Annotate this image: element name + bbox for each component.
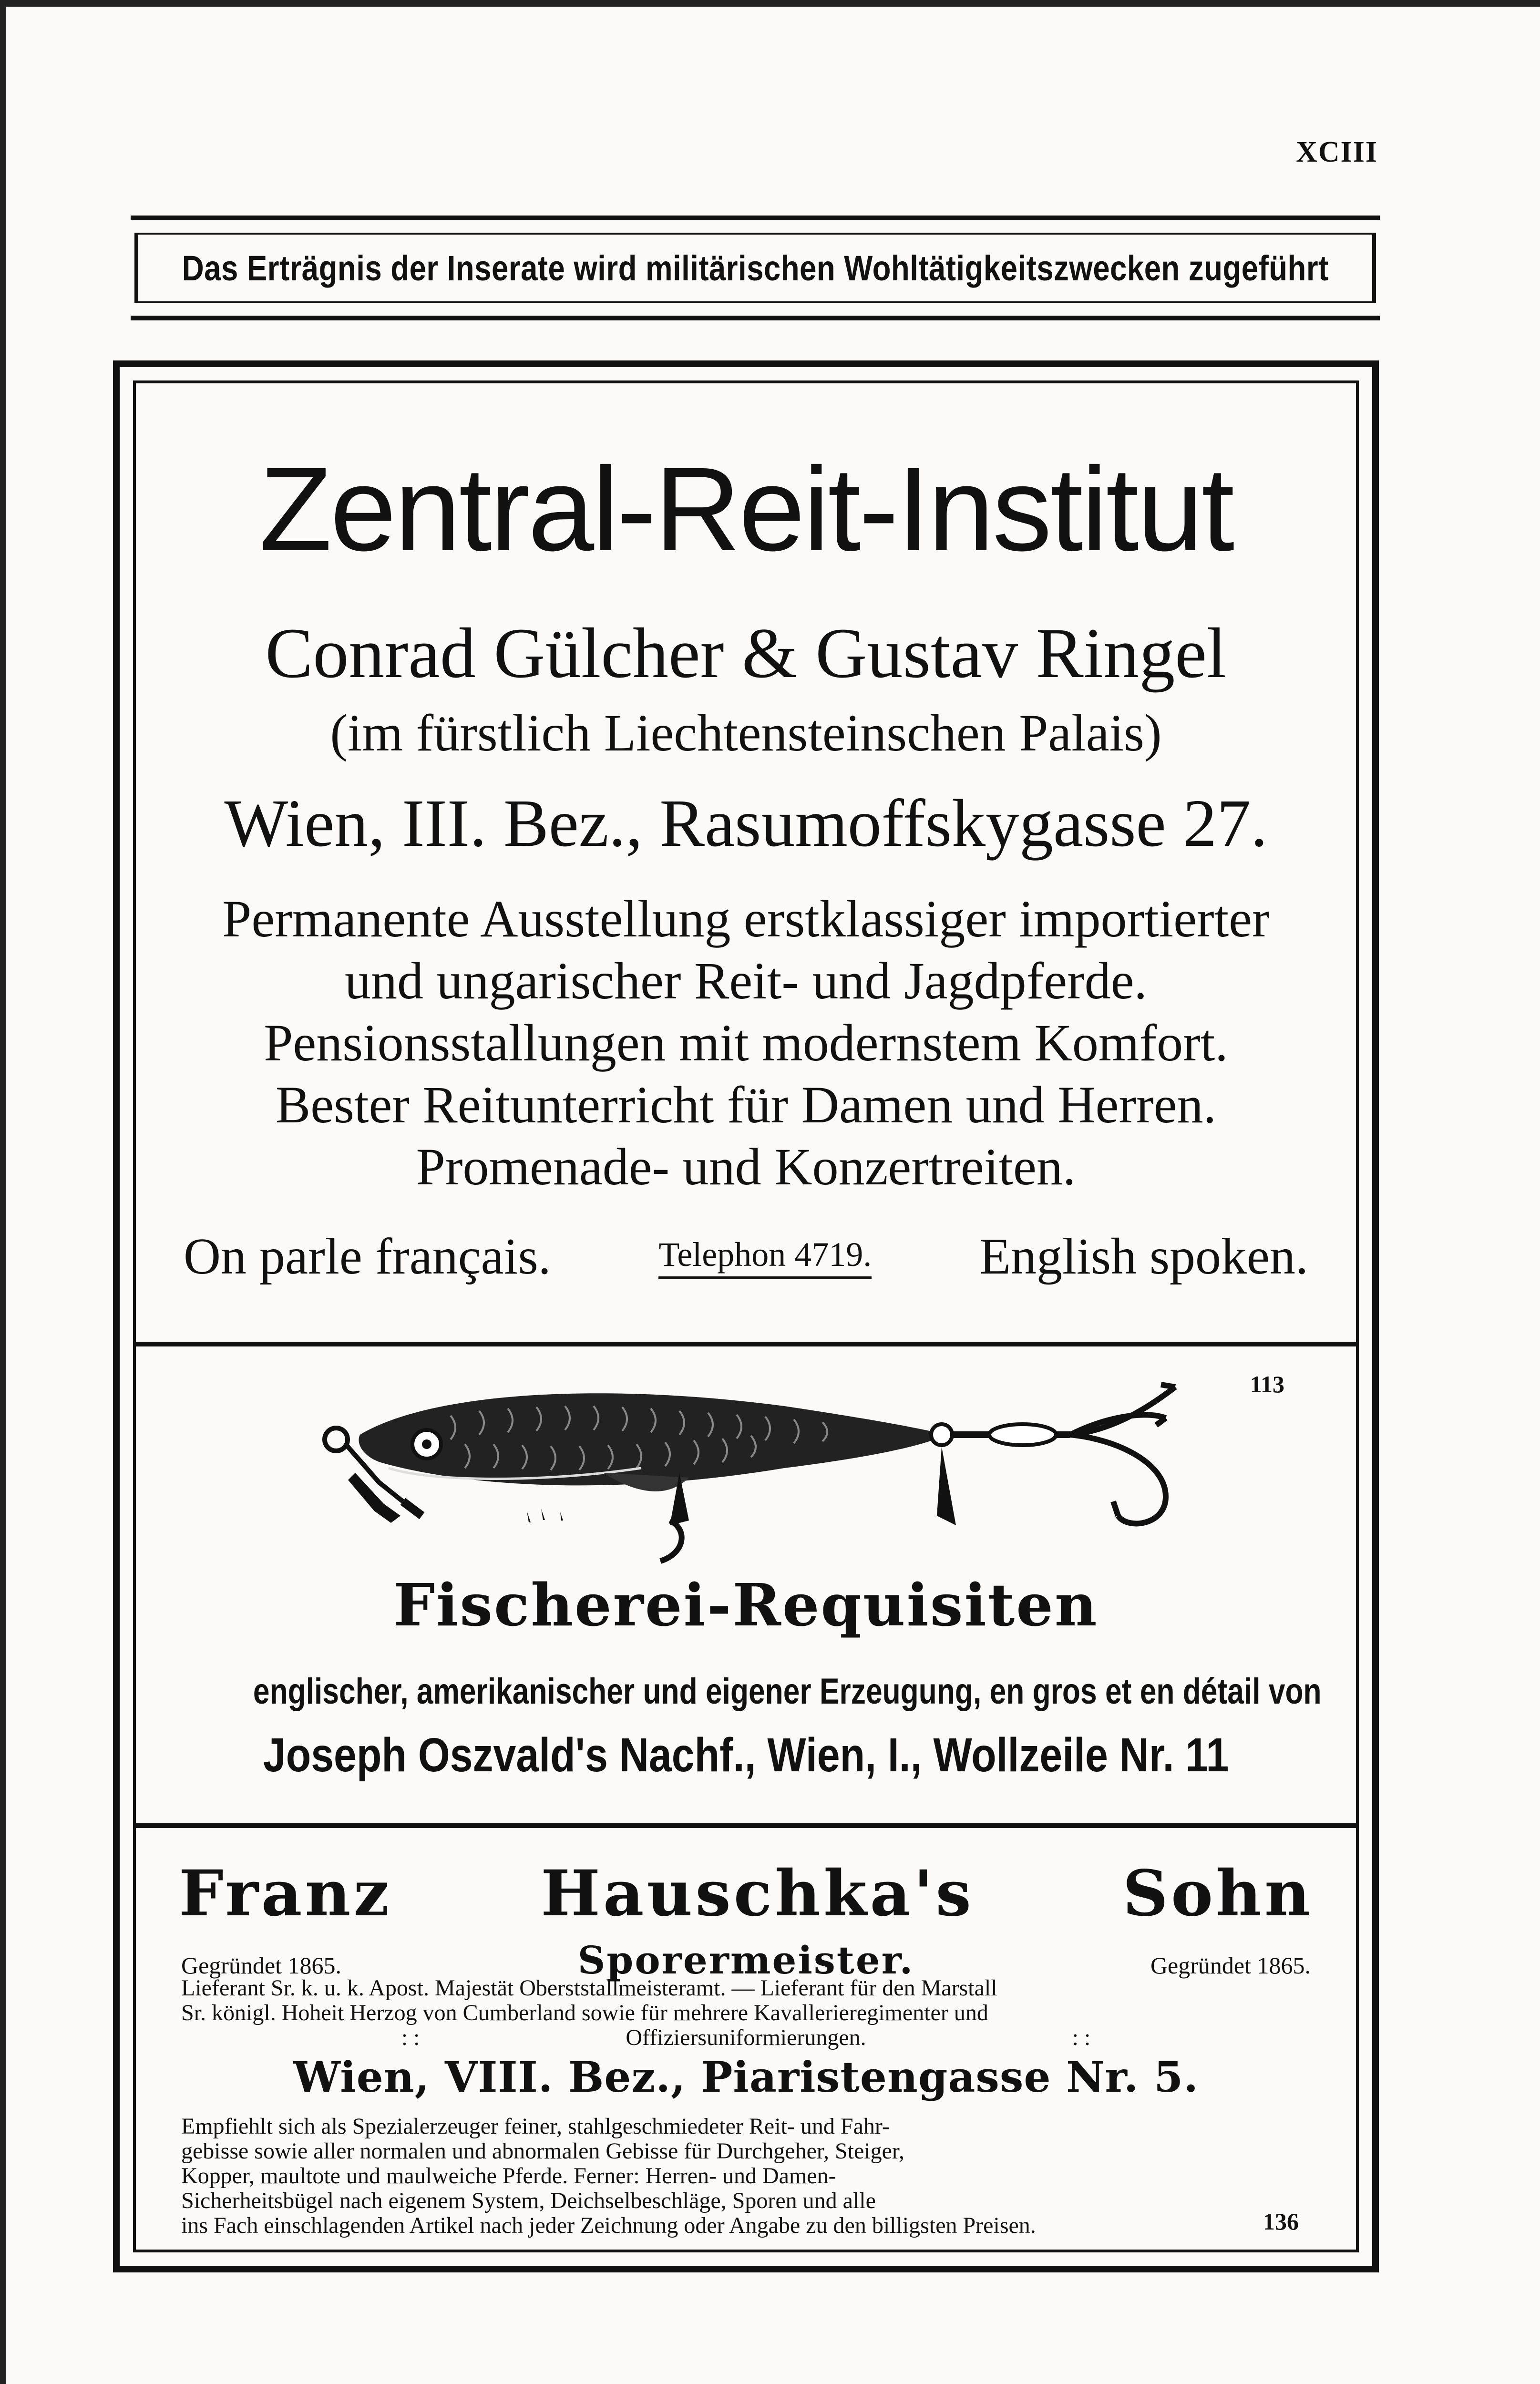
ad-title-word: Franz xyxy=(179,1857,392,1931)
supplier-line: Sr. königl. Hoheit Herzog von Cumberland sowie für mehrere Kavallerieregimenter und xyxy=(181,2000,988,2025)
ad-location-note: (im fürstlich Liechtensteinschen Palais) xyxy=(330,704,1162,762)
banner-box xyxy=(134,233,1376,303)
ad-title: Fischerei-Requisiten xyxy=(393,1571,1099,1639)
description-line: Empfiehlt sich als Spezialerzeuger feiner, stahlgeschmiedeter Reit- und Fahr- xyxy=(181,2114,890,2139)
ad-line: und ungarischer Reit- und Jagdpferde. xyxy=(344,952,1148,1010)
ad-line: Permanente Ausstellung erstklassiger importierter xyxy=(222,890,1270,948)
ad-title xyxy=(179,1857,1313,1931)
ad-line: Bester Reitunterricht für Damen und Herren. xyxy=(275,1076,1217,1134)
supplier-line: Lieferant Sr. k. u. k. Apost. Majestät Oberststallmeisteramt. — Lieferant für den Marstall xyxy=(181,1975,997,2001)
supplier-paragraph xyxy=(181,1976,1311,2050)
description-line: gebisse sowie aller normalen und abnormalen Gebisse für Durchgeher, Steiger, xyxy=(181,2138,904,2164)
ad-address: Wien, III. Bez., Rasumoffskygasse 27. xyxy=(224,785,1268,861)
english-note: English spoken. xyxy=(979,1228,1308,1285)
profession: Sporermeister. xyxy=(577,1938,914,1983)
fishing-lure-icon xyxy=(308,1373,1213,1587)
description-line: Sicherheitsbügel nach eigenem System, Deichselbeschläge, Sporen und alle xyxy=(181,2188,876,2213)
advertisement-frame xyxy=(113,360,1379,2272)
ad-line: Pensionsstallungen mit modernstem Komfort. xyxy=(264,1014,1228,1072)
french-note: On parle français. xyxy=(184,1228,551,1285)
ad-title-word: Hauschka's xyxy=(541,1857,974,1931)
description-line: ins Fach einschlagenden Artikel nach jeder Zeichnung oder Angabe zu den billigsten Preisen. xyxy=(181,2213,1036,2238)
fishing-supplies-ad xyxy=(136,1342,1356,1821)
donation-banner xyxy=(131,216,1380,320)
contact-line xyxy=(184,1227,1308,1287)
ad-title-word: Sohn xyxy=(1122,1857,1313,1931)
telephone: Telephon 4719. xyxy=(658,1235,872,1279)
banner-text: Das Erträgnis der Inserate wird militärischen Wohltätigkeitszwecken zugeführt xyxy=(182,248,1329,288)
ad-title: Zentral-Reit-Institut xyxy=(259,442,1233,575)
ad-subtitle: englischer, amerikanischer und eigener Erzeugung, en gros et en détail von xyxy=(253,1671,1322,1712)
description-paragraph xyxy=(181,2114,1311,2238)
ad-address: Wien, VIII. Bez., Piaristengasse Nr. 5. xyxy=(293,2052,1199,2102)
ad-address: Joseph Oszvald's Nachf., Wien, I., Wollzeile Nr. 11 xyxy=(263,1728,1229,1782)
ad-number: 113 xyxy=(1250,1371,1284,1398)
ad-owners: Conrad Gülcher & Gustav Ringel xyxy=(265,614,1227,693)
founded-left: Gegründet 1865. xyxy=(181,1952,342,1979)
supplier-line: : : Offiziersuniformierungen. : : xyxy=(401,2025,1091,2050)
ad-line: Promenade- und Konzertreiten. xyxy=(416,1138,1076,1196)
founded-right: Gegründet 1865. xyxy=(1150,1952,1311,1979)
advertisement-inner-frame xyxy=(133,380,1359,2252)
spur-maker-ad xyxy=(136,1823,1356,2250)
ad-number: 136 xyxy=(1263,2208,1299,2235)
description-line: Kopper, maultote und maulweiche Pferde. Ferner: Herren- und Damen- xyxy=(181,2163,836,2189)
riding-institute-ad xyxy=(136,383,1356,1339)
page-number: XCIII xyxy=(1296,136,1378,168)
